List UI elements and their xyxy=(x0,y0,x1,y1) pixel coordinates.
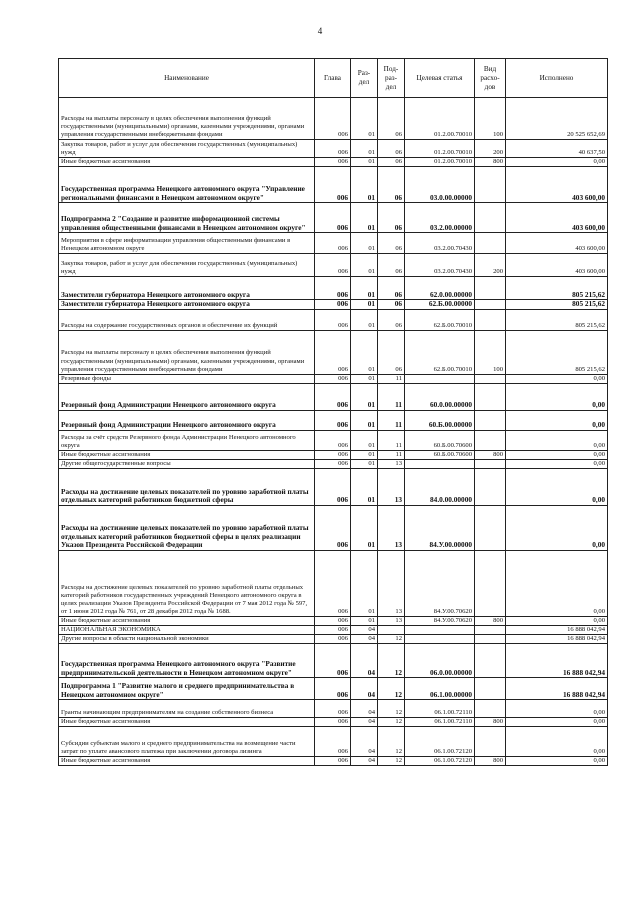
row-executed-amount: 0,00 xyxy=(506,468,608,505)
row-target-article xyxy=(405,374,475,383)
row-glava: 006 xyxy=(315,635,351,644)
row-executed-amount: 0,00 xyxy=(506,616,608,625)
row-target-article xyxy=(405,635,475,644)
row-razdel: 04 xyxy=(351,635,378,644)
row-name: Закупка товаров, работ и услуг для обеспечения государственных (муниципальных) нужд xyxy=(59,254,315,277)
row-expense-type xyxy=(475,505,506,550)
row-name: Заместители губернатора Ненецкого автономного округа xyxy=(59,300,315,310)
row-expense-type xyxy=(475,459,506,468)
row-podrazdel xyxy=(378,626,405,635)
row-executed-amount: 0,00 xyxy=(506,459,608,468)
row-expense-type: 200 xyxy=(475,254,506,277)
row-executed-amount: 40 637,50 xyxy=(506,140,608,158)
row-razdel: 01 xyxy=(351,374,378,383)
header-razdel: Раз- дел xyxy=(351,59,378,98)
row-podrazdel: 06 xyxy=(378,203,405,233)
table-row xyxy=(59,383,608,410)
row-expense-type xyxy=(475,374,506,383)
row-expense-type xyxy=(475,309,506,330)
table-row xyxy=(59,277,608,300)
row-razdel: 01 xyxy=(351,140,378,158)
row-target-article: 84.У.00.70620 xyxy=(405,550,475,616)
row-glava: 006 xyxy=(315,678,351,700)
row-podrazdel: 12 xyxy=(378,635,405,644)
row-glava: 006 xyxy=(315,140,351,158)
row-name: Иные бюджетные ассигнования xyxy=(59,450,315,459)
row-razdel: 04 xyxy=(351,718,378,727)
row-name: Расходы на выплаты персоналу в целях обеспечения выполнения функций государственными (муниципальными) органами, казенными учреждениями, органами управления государственными внебюджетными фондами xyxy=(59,330,315,374)
row-executed-amount: 403 600,00 xyxy=(506,254,608,277)
row-razdel: 01 xyxy=(351,410,378,430)
row-expense-type xyxy=(475,277,506,300)
table-row xyxy=(59,644,608,678)
row-podrazdel: 11 xyxy=(378,374,405,383)
header-podrazdel: Под- раз- дел xyxy=(378,59,405,98)
header-glava: Глава xyxy=(315,59,351,98)
row-expense-type xyxy=(475,635,506,644)
row-glava: 006 xyxy=(315,300,351,310)
row-glava: 006 xyxy=(315,98,351,140)
row-glava: 006 xyxy=(315,616,351,625)
row-executed-amount: 0,00 xyxy=(506,718,608,727)
row-name: Расходы за счёт средств Резервного фонда Администрации Ненецкого автономного округа xyxy=(59,430,315,450)
row-glava: 006 xyxy=(315,459,351,468)
row-target-article: 06.1.00.72110 xyxy=(405,718,475,727)
row-name: Расходы на достижение целевых показателей по уровню заработной платы отдельных категорий работников бюджетной сферы xyxy=(59,468,315,505)
row-razdel: 01 xyxy=(351,450,378,459)
row-razdel: 01 xyxy=(351,383,378,410)
row-podrazdel: 12 xyxy=(378,718,405,727)
row-glava: 006 xyxy=(315,626,351,635)
row-podrazdel: 06 xyxy=(378,330,405,374)
row-target-article: 62.Б.00.70010 xyxy=(405,309,475,330)
row-executed-amount: 0,00 xyxy=(506,410,608,430)
row-podrazdel: 13 xyxy=(378,459,405,468)
row-executed-amount: 0,00 xyxy=(506,430,608,450)
row-podrazdel: 12 xyxy=(378,644,405,678)
row-razdel: 04 xyxy=(351,678,378,700)
row-razdel: 01 xyxy=(351,309,378,330)
table-row xyxy=(59,167,608,203)
row-expense-type xyxy=(475,626,506,635)
row-executed-amount: 403 600,00 xyxy=(506,167,608,203)
table-row xyxy=(59,203,608,233)
row-expense-type xyxy=(475,410,506,430)
row-name: Иные бюджетные ассигнования xyxy=(59,158,315,167)
row-razdel: 01 xyxy=(351,254,378,277)
row-razdel: 01 xyxy=(351,430,378,450)
row-expense-type xyxy=(475,678,506,700)
row-target-article: 06.0.00.00000 xyxy=(405,644,475,678)
row-target-article: 62.0.00.00000 xyxy=(405,277,475,300)
row-expense-type: 800 xyxy=(475,450,506,459)
row-name: Резервные фонды xyxy=(59,374,315,383)
row-executed-amount: 0,00 xyxy=(506,450,608,459)
row-name: Заместители губернатора Ненецкого автономного округа xyxy=(59,277,315,300)
row-expense-type xyxy=(475,167,506,203)
row-executed-amount: 0,00 xyxy=(506,550,608,616)
row-expense-type xyxy=(475,468,506,505)
row-expense-type: 800 xyxy=(475,718,506,727)
row-target-article: 03.0.00.00000 xyxy=(405,167,475,203)
row-podrazdel: 11 xyxy=(378,450,405,459)
row-target-article: 60.Б.00.70600 xyxy=(405,430,475,450)
row-podrazdel: 06 xyxy=(378,254,405,277)
row-target-article: 84.У.00.00000 xyxy=(405,505,475,550)
row-executed-amount: 16 888 042,94 xyxy=(506,635,608,644)
row-podrazdel: 06 xyxy=(378,167,405,203)
row-target-article: 06.1.00.72110 xyxy=(405,700,475,718)
row-podrazdel: 11 xyxy=(378,430,405,450)
table-row xyxy=(59,678,608,700)
row-razdel: 01 xyxy=(351,158,378,167)
table-row xyxy=(59,98,608,140)
table-row xyxy=(59,700,608,718)
row-razdel: 01 xyxy=(351,98,378,140)
header-name: Наименование xyxy=(59,59,315,98)
table-row xyxy=(59,468,608,505)
row-target-article: 06.1.00.72120 xyxy=(405,727,475,757)
table-row xyxy=(59,158,608,167)
table-row xyxy=(59,616,608,625)
row-razdel: 01 xyxy=(351,550,378,616)
table-row xyxy=(59,300,608,310)
row-glava: 006 xyxy=(315,277,351,300)
row-name: Расходы на выплаты персоналу в целях обеспечения выполнения функций государственными (муниципальными) органами, казенными учреждениями, органами управления государственными внебюджетными фондами xyxy=(59,98,315,140)
row-target-article: 60.Б.00.70600 xyxy=(405,450,475,459)
page-number: 4 xyxy=(317,26,323,36)
header-executed: Исполнено xyxy=(506,59,608,98)
row-podrazdel: 06 xyxy=(378,277,405,300)
row-razdel: 01 xyxy=(351,459,378,468)
row-razdel: 01 xyxy=(351,203,378,233)
row-glava: 006 xyxy=(315,644,351,678)
row-name: Резервный фонд Администрации Ненецкого автономного округа xyxy=(59,410,315,430)
row-glava: 006 xyxy=(315,410,351,430)
row-executed-amount: 805 215,62 xyxy=(506,277,608,300)
row-name: Расходы на содержание государственных органов и обеспечение их функций xyxy=(59,309,315,330)
table-row xyxy=(59,450,608,459)
row-podrazdel: 06 xyxy=(378,140,405,158)
row-razdel: 01 xyxy=(351,277,378,300)
row-glava: 006 xyxy=(315,203,351,233)
row-target-article: 60.0.00.00000 xyxy=(405,383,475,410)
row-expense-type xyxy=(475,233,506,254)
table-row xyxy=(59,309,608,330)
row-target-article: 84.У.00.70620 xyxy=(405,616,475,625)
row-expense-type xyxy=(475,430,506,450)
row-target-article: 62.Б.00.70010 xyxy=(405,330,475,374)
row-razdel: 01 xyxy=(351,233,378,254)
row-podrazdel: 13 xyxy=(378,616,405,625)
row-glava: 006 xyxy=(315,430,351,450)
row-razdel: 01 xyxy=(351,616,378,625)
row-target-article xyxy=(405,459,475,468)
row-target-article: 03.2.00.70430 xyxy=(405,254,475,277)
row-glava: 006 xyxy=(315,700,351,718)
row-name: Иные бюджетные ассигнования xyxy=(59,616,315,625)
table-row xyxy=(59,459,608,468)
row-podrazdel: 11 xyxy=(378,410,405,430)
table-row xyxy=(59,374,608,383)
row-glava: 006 xyxy=(315,233,351,254)
row-executed-amount: 16 888 042,94 xyxy=(506,626,608,635)
row-executed-amount: 805 215,62 xyxy=(506,300,608,310)
row-executed-amount: 0,00 xyxy=(506,383,608,410)
row-expense-type xyxy=(475,383,506,410)
row-name: Субсидии субъектам малого и среднего предпринимательства на возмещение части затрат по уплате авансового платежа при заключении договора лизинга xyxy=(59,727,315,757)
row-glava: 006 xyxy=(315,309,351,330)
row-podrazdel: 13 xyxy=(378,468,405,505)
row-podrazdel: 06 xyxy=(378,309,405,330)
row-expense-type xyxy=(475,700,506,718)
row-expense-type: 800 xyxy=(475,616,506,625)
row-name: Расходы на достижение целевых показателей по уровню заработной платы отдельных категорий работников бюджетной сферы в целях реализации Указов Президента Российской Федерации xyxy=(59,505,315,550)
row-podrazdel: 12 xyxy=(378,700,405,718)
row-target-article: 01.2.00.70010 xyxy=(405,98,475,140)
row-razdel: 04 xyxy=(351,700,378,718)
table-row xyxy=(59,140,608,158)
row-glava: 006 xyxy=(315,468,351,505)
row-podrazdel: 06 xyxy=(378,158,405,167)
row-glava: 006 xyxy=(315,330,351,374)
row-glava: 006 xyxy=(315,727,351,757)
header-expense-type: Вид расхо- дов xyxy=(475,59,506,98)
row-executed-amount: 20 525 652,69 xyxy=(506,98,608,140)
table-row xyxy=(59,410,608,430)
header-target-article: Целевая статья xyxy=(405,59,475,98)
row-razdel: 04 xyxy=(351,727,378,757)
row-podrazdel: 11 xyxy=(378,383,405,410)
row-name: Расходы на достижение целевых показателей по уровню заработной платы отдельных категорий работников государственных учреждений Ненецкого автономного округа в целях реализации Указов Президента Российской Федерации от 7 мая 2012 года № 597, от 1 июня 2012 года № 761, от 28 декабря 2012 года № 1688. xyxy=(59,550,315,616)
row-target-article: 62.Б.00.00000 xyxy=(405,300,475,310)
table-row xyxy=(59,550,608,616)
row-executed-amount: 0,00 xyxy=(506,700,608,718)
table-row xyxy=(59,254,608,277)
row-podrazdel: 13 xyxy=(378,550,405,616)
row-target-article: 06.1.00.00000 xyxy=(405,678,475,700)
row-expense-type xyxy=(475,203,506,233)
row-podrazdel: 06 xyxy=(378,300,405,310)
row-executed-amount: 403 600,00 xyxy=(506,233,608,254)
row-target-article: 03.2.00.00000 xyxy=(405,203,475,233)
row-name: Другие вопросы в области национальной экономики xyxy=(59,635,315,644)
row-name: Государственная программа Ненецкого автономного округа "Управление региональными финансами в Ненецком автономном округе" xyxy=(59,167,315,203)
table-row xyxy=(59,757,608,766)
row-razdel: 04 xyxy=(351,757,378,766)
row-razdel: 04 xyxy=(351,644,378,678)
row-glava: 006 xyxy=(315,450,351,459)
row-name: Гранты начинающим предпринимателям на создание собственного бизнеса xyxy=(59,700,315,718)
row-expense-type xyxy=(475,727,506,757)
row-razdel: 04 xyxy=(351,626,378,635)
row-target-article: 06.1.00.72120 xyxy=(405,757,475,766)
row-expense-type: 200 xyxy=(475,140,506,158)
row-target-article: 01.2.00.70010 xyxy=(405,140,475,158)
row-expense-type: 800 xyxy=(475,757,506,766)
row-executed-amount: 16 888 042,94 xyxy=(506,678,608,700)
row-target-article xyxy=(405,626,475,635)
row-glava: 006 xyxy=(315,550,351,616)
table-header-row xyxy=(59,59,608,98)
row-target-article: 60.Б.00.00000 xyxy=(405,410,475,430)
row-razdel: 01 xyxy=(351,330,378,374)
row-name: Подпрограмма 2 "Создание и развитие информационной системы управления общественными финансами в Ненецком автономном округе" xyxy=(59,203,315,233)
row-glava: 006 xyxy=(315,383,351,410)
table-row xyxy=(59,718,608,727)
row-podrazdel: 12 xyxy=(378,727,405,757)
row-glava: 006 xyxy=(315,505,351,550)
row-glava: 006 xyxy=(315,374,351,383)
row-expense-type xyxy=(475,550,506,616)
row-podrazdel: 12 xyxy=(378,757,405,766)
row-executed-amount: 0,00 xyxy=(506,727,608,757)
row-expense-type: 100 xyxy=(475,330,506,374)
row-target-article: 84.0.00.00000 xyxy=(405,468,475,505)
row-podrazdel: 06 xyxy=(378,98,405,140)
row-executed-amount: 0,00 xyxy=(506,757,608,766)
row-glava: 006 xyxy=(315,757,351,766)
row-name: Другие общегосударственные вопросы xyxy=(59,459,315,468)
row-name: Иные бюджетные ассигнования xyxy=(59,718,315,727)
row-name: НАЦИОНАЛЬНАЯ ЭКОНОМИКА xyxy=(59,626,315,635)
row-name: Иные бюджетные ассигнования xyxy=(59,757,315,766)
table-row xyxy=(59,505,608,550)
row-podrazdel: 13 xyxy=(378,505,405,550)
row-expense-type: 100 xyxy=(475,98,506,140)
row-target-article: 01.2.00.70010 xyxy=(405,158,475,167)
row-name: Резервный фонд Администрации Ненецкого автономного округа xyxy=(59,383,315,410)
row-razdel: 01 xyxy=(351,468,378,505)
row-glava: 006 xyxy=(315,254,351,277)
table-row xyxy=(59,626,608,635)
row-target-article: 03.2.00.70430 xyxy=(405,233,475,254)
row-glava: 006 xyxy=(315,158,351,167)
row-executed-amount: 805 215,62 xyxy=(506,330,608,374)
row-name: Закупка товаров, работ и услуг для обеспечения государственных (муниципальных) нужд xyxy=(59,140,315,158)
table-row xyxy=(59,233,608,254)
row-executed-amount: 0,00 xyxy=(506,158,608,167)
row-razdel: 01 xyxy=(351,505,378,550)
table-row xyxy=(59,635,608,644)
row-glava: 006 xyxy=(315,167,351,203)
row-executed-amount: 0,00 xyxy=(506,505,608,550)
table-row xyxy=(59,727,608,757)
row-name: Подпрограмма 1 "Развитие малого и среднего предпринимательства в Ненецком автономном округе" xyxy=(59,678,315,700)
row-podrazdel: 12 xyxy=(378,678,405,700)
row-podrazdel: 06 xyxy=(378,233,405,254)
row-name: Государственная программа Ненецкого автономного округа "Развитие предпринимательской деятельности в Ненецком автономном округе" xyxy=(59,644,315,678)
table-row xyxy=(59,430,608,450)
budget-execution-table xyxy=(58,58,608,766)
row-executed-amount: 16 888 042,94 xyxy=(506,644,608,678)
row-executed-amount: 403 600,00 xyxy=(506,203,608,233)
table-row xyxy=(59,330,608,374)
row-executed-amount: 0,00 xyxy=(506,374,608,383)
row-expense-type xyxy=(475,300,506,310)
row-razdel: 01 xyxy=(351,300,378,310)
row-executed-amount: 805 215,62 xyxy=(506,309,608,330)
row-glava: 006 xyxy=(315,718,351,727)
row-name: Мероприятия в сфере информатизации управления общественными финансами в Ненецком автономном округе xyxy=(59,233,315,254)
row-razdel: 01 xyxy=(351,167,378,203)
row-expense-type xyxy=(475,644,506,678)
row-expense-type: 800 xyxy=(475,158,506,167)
